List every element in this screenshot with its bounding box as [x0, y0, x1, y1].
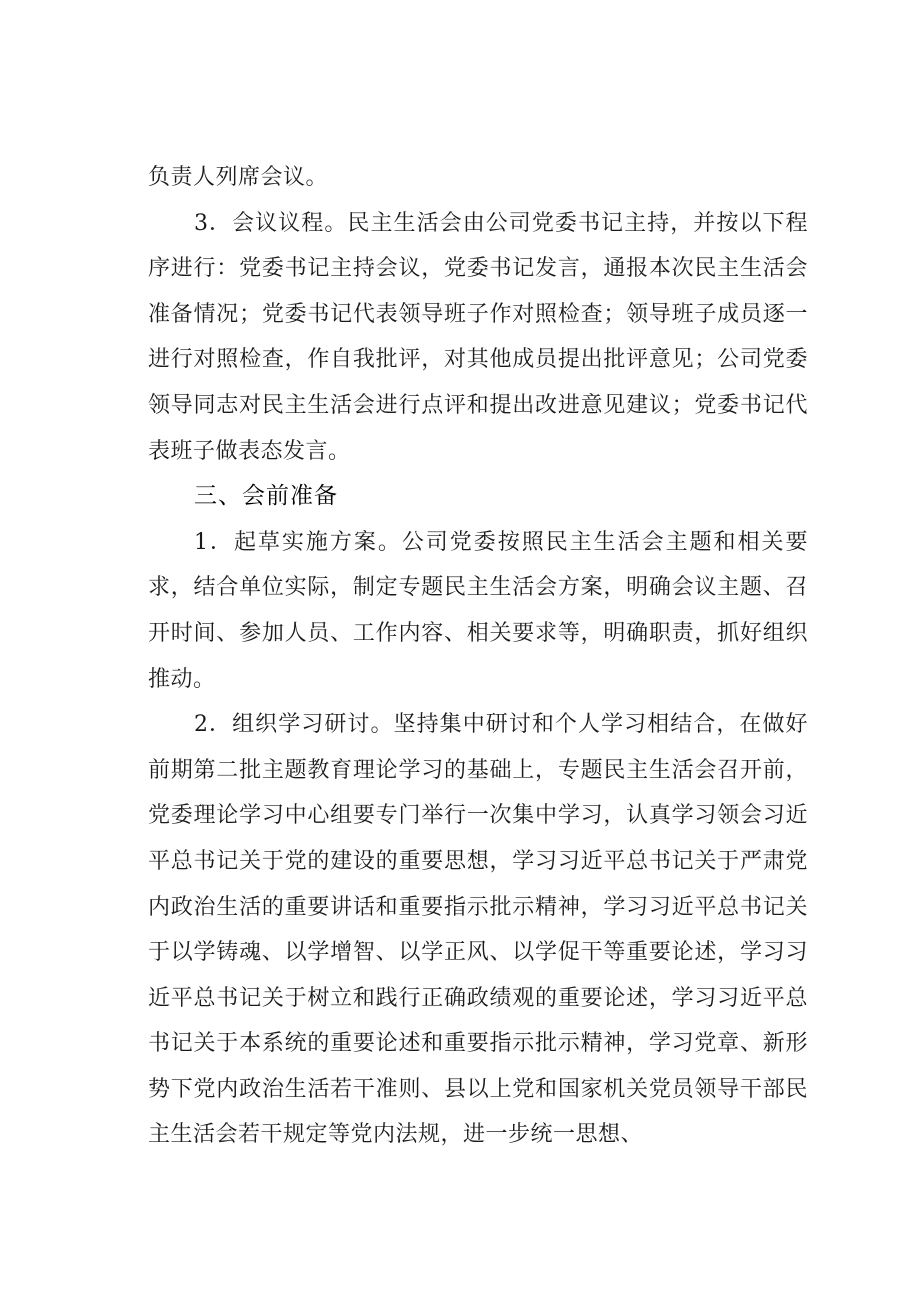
document-body	[148, 155, 808, 1158]
paragraph-meeting-agenda: 3．会议议程。民主生活会由公司党委书记主持，并按以下程序进行：党委书记主持会议，党委书记发言，通报本次民主生活会准备情况；党委书记代表领导班子作对照检查；领导班子成员逐一进行对照检查，作自我批评，对其他成员提出批评意见；公司党委领导同志对民主生活会进行点评和提出改进意见建议；党委书记代表班子做表态发言。	[148, 210, 808, 464]
section-heading-preparation: 三、会前准备	[194, 483, 338, 510]
paragraph-draft-plan: 1．起草实施方案。公司党委按照民主生活会主题和相关要求，结合单位实际，制定专题民主生活会方案，明确会议主题、召开时间、参加人员、工作内容、相关要求等，明确职责，抓好组织推动。	[148, 529, 808, 692]
paragraph-continuation: 负责人列席会议。	[148, 165, 329, 190]
paragraph-study-discussion: 2．组织学习研讨。坚持集中研讨和个人学习相结合，在做好前期第二批主题教育理论学习的基础上，专题民主生活会召开前，党委理论学习中心组要专门举行一次集中学习，认真学习领会习近平总书记关于党的建设的重要思想，学习习近平总书记关于严肃党内政治生活的重要讲话和重要指示批示精神，学习习近平总书记关于以学铸魂、以学增智、以学正风、以学促干等重要论述，学习习近平总书记关于树立和践行正确政绩观的重要论述，学习习近平总书记关于本系统的重要论述和重要指示批示精神，学习党章、新形势下党内政治生活若干准则、县以上党和国家机关党员领导干部民主生活会若干规定等党内法规，进一步统一思想、	[148, 712, 808, 1148]
